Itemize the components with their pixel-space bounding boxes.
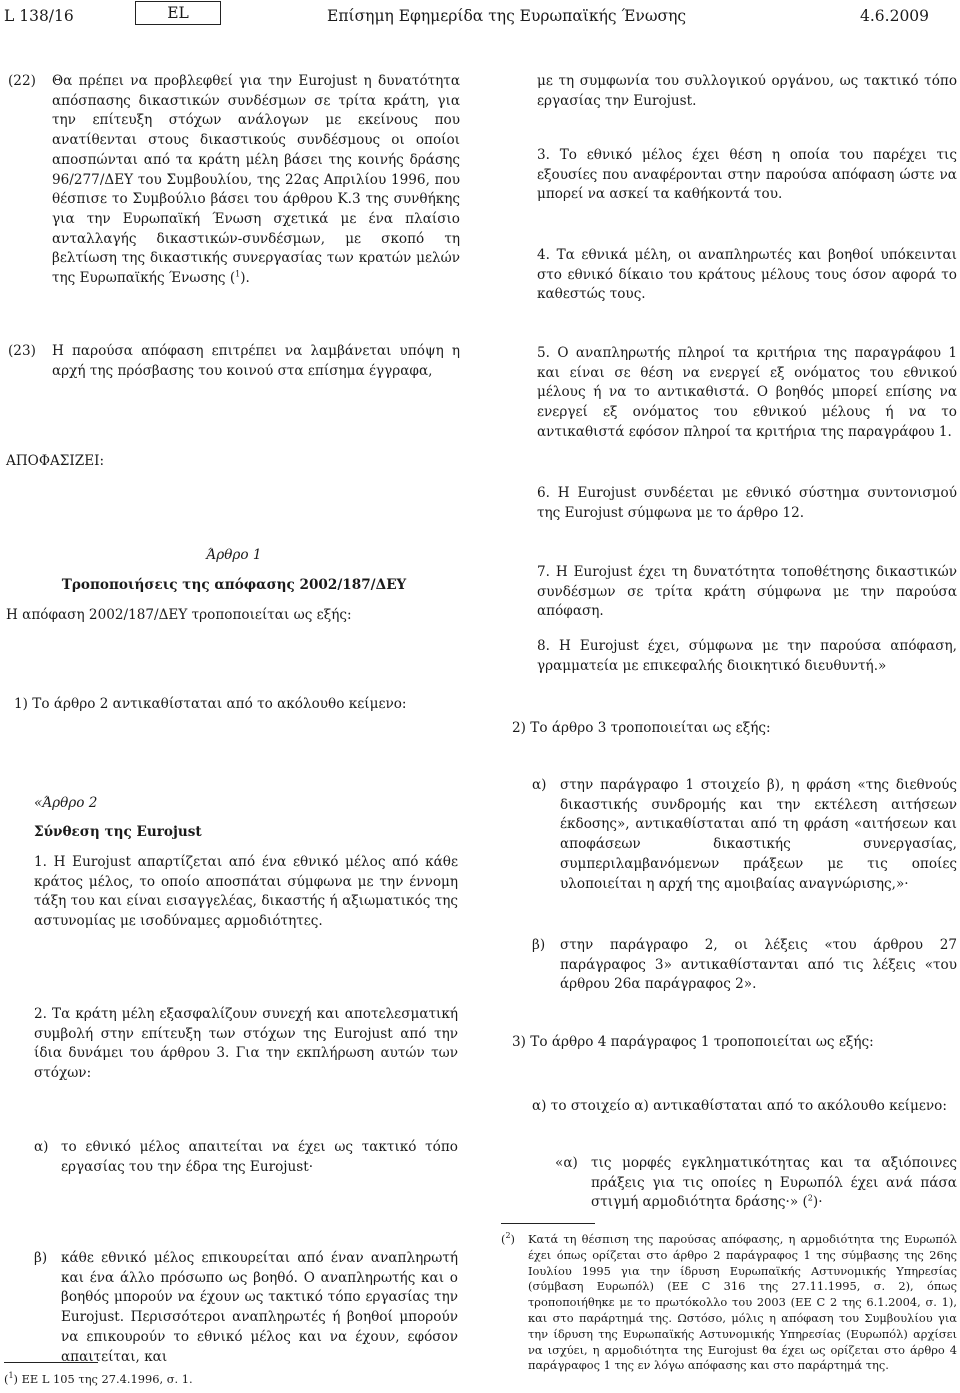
language-code-box — [135, 1, 221, 25]
article-2-paragraph-6: 6. Η Eurojust συνδέεται με εθνικό σύστημα συντονισμού της Eurojust σύμφωνα με το άρθρο 12. — [537, 485, 957, 521]
item-3-point-a: α) το στοιχείο α) αντικαθίσταται από το ακόλουθο κείμενο: — [532, 1098, 947, 1114]
quoted-point-a-text: τις μορφές εγκληματικότητας και τα αξιόποινες πράξεις για τις οποίες η Ευρωπόλ έχει ανά πάσα στιγμή αρμοδιότητα δράσης·» ( — [591, 1155, 957, 1211]
page-reference: L 138/16 — [4, 7, 74, 25]
article-2-paragraph-4: 4. Τα εθνικά μέλη, οι αναπληρωτές και βοηθοί υπόκεινται στο εθνικό δίκαιο του κράτους μέλους τους όσον αφορά το καθεστώς τους. — [537, 247, 957, 303]
continuation-text: με τη συμφωνία του συλλογικού οργάνου, ως τακτικό τόπο εργασίας την Eurojust. — [537, 73, 957, 109]
amendment-item-1: 1) Το άρθρο 2 αντικαθίσταται από το ακόλουθο κείμενο: — [14, 696, 407, 712]
point-b-label: β) — [34, 1250, 48, 1266]
article-2-paragraph-7: 7. Η Eurojust έχει τη δυνατότητα τοποθέτησης δικαστικών συνδέσμων σε τρίτα κράτη σύμφωνα με την παρούσα απόφαση. — [537, 564, 957, 620]
footnote-1-number: 1 — [8, 1371, 14, 1381]
recital-23-number: (23) — [8, 343, 36, 359]
article-2-title: Σύνθεση της Eurojust — [34, 824, 202, 840]
journal-title: Επίσημη Εφημερίδα της Ευρωπαϊκής Ένωσης — [327, 7, 687, 25]
footnote-2-marker: ($^2$) — [501, 1231, 515, 1246]
article-2-paragraph-2: 2. Τα κράτη μέλη εξασφαλίζουν συνεχή και αποτελεσματική συμβολή στην επίτευξη των στόχων της Eurojust από την ίδια δυνάμει του άρθρου 3. Για την εκπλήρωση αυτών των στόχων: — [34, 1006, 458, 1082]
item-2-point-a-label: α) — [532, 777, 547, 793]
quoted-point-a-end: )· — [812, 1194, 823, 1211]
footnote-ref-2[interactable]: 2 — [807, 1193, 813, 1203]
recital-22-text: Θα πρέπει να προβλεφθεί για την Eurojust η δυνατότητα απόσπασης δικαστικών συνδέσμων σε τρίτα κράτη, για την επίτευξη στόχων ανάλογων με εκείνους που ανατίθενται στους δικαστικούς συνδέσμους οι οποίοι αποσπώνται από τα κράτη μέλη βάσει της κοινής δράσης 96/277/ΔΕΥ του Συμβουλίου, της 22ας Απριλίου 1996, που θέσπισε το Συμβούλιο βάσει του άρθρου Κ.3 της συνθήκης για την Ευρωπαϊκή Ένωση σχετικά με ένα πλαίσιο ανταλλαγής δικαστικών-συνδέσμων, με σκοπό τη βελτίωση της δικαστικής συνεργασίας των κρατών μελών της Ευρωπαϊκής Ένωσης ( — [52, 73, 460, 287]
recital-22-end: ). — [240, 270, 250, 287]
footnote-1: ($^1$) ΕΕ L 105 της 27.4.1996, σ. 1. — [4, 1371, 193, 1386]
amendment-item-2: 2) Το άρθρο 3 τροποποιείται ως εξής: — [512, 720, 771, 736]
amendment-item-3: 3) Το άρθρο 4 παράγραφος 1 τροποποιείται ως εξής: — [512, 1034, 874, 1050]
recital-22-number: (22) — [8, 73, 36, 89]
article-2-paragraph-1: 1. Η Eurojust απαρτίζεται από ένα εθνικό μέλος από κάθε κράτος μέλος, το οποίο αποσπάται σύμφωνα με την έννομη τάξη του και είναι εισαγγελέας, δικαστής ή αξιωματικός της αστυνομίας με ισοδύναμες αρμοδιότητες. — [34, 854, 458, 930]
article-2-label: «Άρθρο 2 — [34, 795, 98, 811]
footnote-2-number: 2 — [505, 1231, 511, 1241]
quoted-point-a-label: «α) — [555, 1155, 578, 1171]
footnote-2-text: Κατά τη θέσπιση της παρούσας απόφασης, η αρμοδιότητα της Ευρωπόλ έχει όπως ορίζεται στο άρθρο 2 παράγραφος 1 της σύμβασης της 26ης Ιουλίου 1995 για την ίδρυση Ευρωπαϊκής Αστυνομικής Υπηρεσίας (σύμβαση Ευρωπόλ) (ΕΕ C 316 της 27.11.1995, σ. 2), όπως τροποποιήθηκε με το πρωτόκολλο του 2003 (ΕΕ C 2 της 6.1.2004, σ. 1), και στο παράρτημά της. Ωστόσο, μόλις η απόφαση του Συμβουλίου για την ίδρυση της Ευρωπαϊκής Αστυνομικής Υπηρεσίας (Ευρωπόλ) αρχίσει να ισχύει, η αρμοδιότητα της Eurojust θα έχει ως ορίζεται στο άρθρο 4 παράγραφος 1 της εν λόγω απόφασης και στο παράρτημά της. — [528, 1232, 957, 1373]
footnote-ref-1[interactable]: 1 — [235, 269, 241, 279]
point-a-text: το εθνικό μέλος απαιτείται να έχει ως τακτικό τόπο εργασίας του την έδρα της Eurojust· — [61, 1139, 458, 1175]
article-1-label: Άρθρο 1 — [206, 547, 262, 563]
item-2-point-b-text: στην παράγραφο 2, οι λέξεις «του άρθρου 27 παράγραφος 3» αντικαθίστανται από τις λέξεις «του άρθρου 26α παράγραφος 2». — [560, 937, 957, 993]
point-a-label: α) — [34, 1139, 49, 1155]
recital-23-text: Η παρούσα απόφαση επιτρέπει να λαμβάνεται υπόψη η αρχή της πρόσβασης του κοινού στα επίσημα έγγραφα, — [52, 343, 460, 379]
issue-date: 4.6.2009 — [860, 7, 930, 25]
article-2-paragraph-5: 5. Ο αναπληρωτής πληροί τα κριτήρια της παραγράφου 1 και είναι σε θέση να ενεργεί εξ ονόματος του εθνικού μέλους ή να το αντικαθιστά. Ο βοηθός μπορεί επίσης να ενεργεί εξ ονόματος του εθνικού μέλους ή να το αντικαθιστά εφόσον πληροί τα κριτήρια της παραγράφου 1. — [537, 345, 957, 440]
item-2-point-a-text: στην παράγραφο 1 στοιχείο β), η φράση «της διεθνούς δικαστικής συνδρομής και την εκτέλεση αιτήσεων έκδοσης», αντικαθίσταται από τη φράση «αιτήσεων και αποφάσεων δικαστικής συνεργασίας, συμπεριλαμβανόμενων πράξεων με τις οποίες υλοποιείται η αρχή της αμοιβαίας αναγνώρισης,»· — [560, 777, 957, 892]
footnote-1-text: ΕΕ L 105 της 27.4.1996, σ. 1. — [18, 1372, 193, 1386]
article-1-intro: Η απόφαση 2002/187/ΔΕΥ τροποποιείται ως εξής: — [6, 607, 352, 623]
footnote-rule-left — [4, 1362, 98, 1363]
article-1-title: Τροποποιήσεις της απόφασης 2002/187/ΔΕΥ — [61, 577, 407, 593]
decides-heading: ΑΠΟΦΑΣΙΖΕΙ: — [6, 453, 105, 469]
item-2-point-b-label: β) — [532, 937, 546, 953]
footnote-rule-right — [501, 1223, 595, 1224]
quoted-point-a — [591, 1154, 957, 1213]
point-b-text: κάθε εθνικό μέλος επικουρείται από έναν αναπληρωτή και ένα άλλο πρόσωπο ως βοηθό. Ο αναπληρωτής και ο βοηθός μπορούν να έχουν ως τακτικό τόπο εργασίας την Eurojust. Περισσότεροι αναπληρωτές ή βοηθοί μπορούν να επικουρούν το εθνικό μέλος και να έχουν, εφόσον απαιτείται, και — [61, 1250, 458, 1365]
language-code: EL — [167, 4, 189, 22]
recital-22 — [52, 72, 460, 289]
article-2-paragraph-8: 8. Η Eurojust έχει, σύμφωνα με την παρούσα απόφαση, γραμματεία με επικεφαλής διοικητικό διευθυντή.» — [537, 638, 957, 674]
article-2-paragraph-3: 3. Το εθνικό μέλος έχει θέση η οποία του παρέχει τις εξουσίες που αναφέρονται στην παρούσα απόφαση ώστε να μπορεί να ασκεί τα καθήκοντά του. — [537, 147, 957, 203]
